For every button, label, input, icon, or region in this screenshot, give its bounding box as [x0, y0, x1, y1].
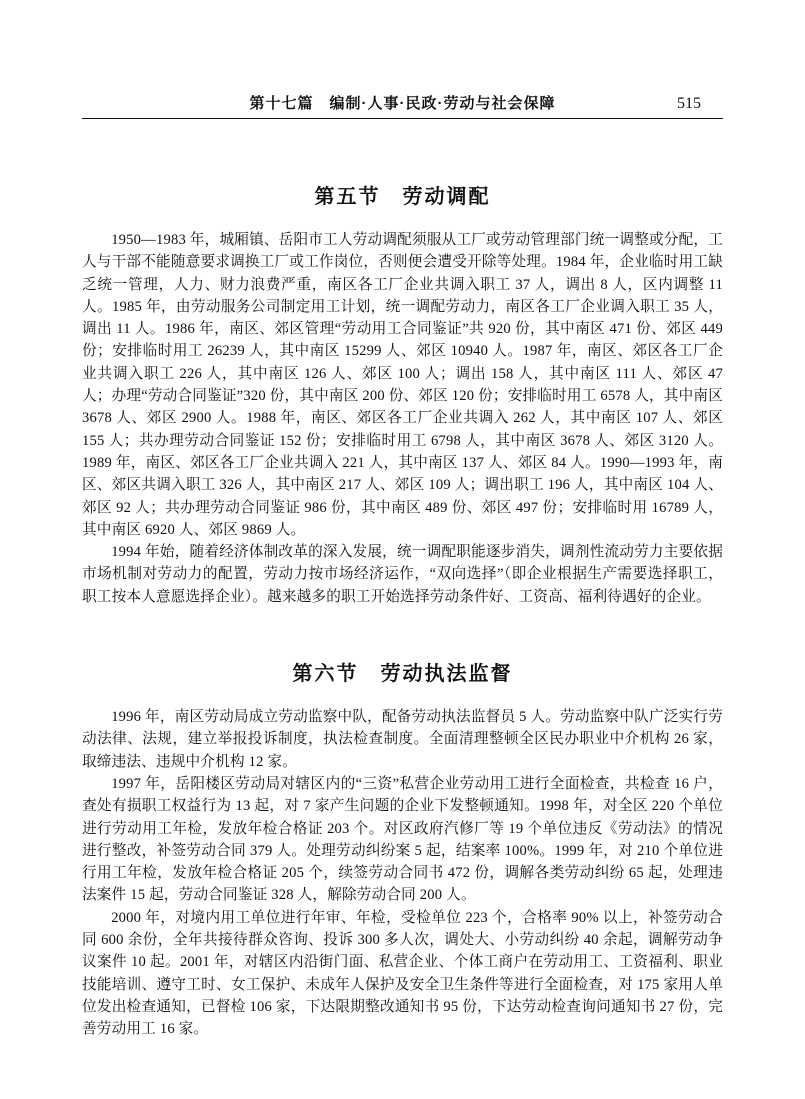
- paragraph-supervision-2000-2001: 2000 年，对境内用工单位进行年审、年检，受检单位 223 个，合格率 90% 以上，补签劳动合同 600 余份，全年共接待群众咨询、投诉 300 多人次，调处大、小劳动纠纷 40 余起，调解劳动争议案件 10 起。2001 年，对辖区内沿街门面、私营企业、个体工商户在劳动用工、工资福利、职业技能培训、遵守工时、女工保护、未成年人保护及安全卫生条件等进行全面检查，对 175 家用人单位发出检查通知，已督检 106 家，下达限期整改通知书 95 份，下达劳动检查询问通知书 27 份，完善劳动用工 16 家。: [82, 909, 723, 1038]
- chapter-title: 第十七篇 编制·人事·民政·劳动与社会保障: [249, 95, 556, 112]
- page-number: 515: [677, 95, 701, 112]
- paragraph-supervision-1997-1999: 1997 年，岳阳楼区劳动局对辖区内的“三资”私营企业劳动用工进行全面检查，共检查 16 户，查处有损职工权益行为 13 起，对 7 家产生问题的企业下发整顿通知。1998 年，对全区 220 个单位进行劳动用工年检，发放年检合格证 203 个。对区政府汽修厂等 19 个单位违反《劳动法》的情况进行整改，补签劳动合同 379 人。处理劳动纠纷案 5 起，结案率 100%。1999 年，对 210 个单位进行用工年检，发放年检合格证 205 个，续签劳动合同书 472 份，调解各类劳动纠纷 65 起，处理违法案件 15 起，劳动合同鉴证 328 人，解除劳动合同 200 人。: [82, 775, 723, 904]
- paragraph-supervision-1996: 1996 年，南区劳动局成立劳动监察中队，配备劳动执法监督员 5 人。劳动监察中队广泛实行劳动法律、法规，建立举报投诉制度，执法检查制度。全面清理整顿全区民办职业中介机构 26 家，取缔违法、违规中介机构 12 家。: [82, 709, 723, 770]
- paragraph-allocation-reform: 1994 年始，随着经济体制改革的深入发展，统一调配职能逐步消失，调剂性流动劳力主要依据市场机制对劳动力的配置，劳动力按市场经济运作，“双向选择”（即企业根据生产需要选择职工，职工按本人意愿选择企业）。越来越多的职工开始选择劳动条件好、工资高、福利待遇好的企业。: [82, 544, 723, 605]
- running-header: [82, 94, 723, 119]
- paragraph-allocation-history: 1950—1983 年，城厢镇、岳阳市工人劳动调配须服从工厂或劳动管理部门统一调整或分配，工人与干部不能随意要求调换工厂或工作岗位，否则便会遭受开除等处理。1984 年，企业临时用工缺乏统一管理，人力、财力浪费严重，南区各工厂企业共调入职工 37 人，调出 8 人，区内调整 11 人。1985 年，由劳动服务公司制定用工计划，统一调配劳动力，南区各工厂企业调入职工 35 人，调出 11 人。1986 年，南区、郊区管理“劳动用工合同鉴证”共 920 份，其中南区 471 份、郊区 449 份；安排临时用工 26239 人，其中南区 15299 人、郊区 10940 人。1987 年，南区、郊区各工厂企业共调入职工 226 人，其中南区 126 人、郊区 100 人；调出 158 人，其中南区 111 人、郊区 47 人；办理“劳动合同鉴证”320 份，其中南区 200 份、郊区 120 份；安排临时用工 6578 人，其中南区 3678 人、郊区 2900 人。1988 年，南区、郊区各工厂企业共调入 262 人，其中南区 107 人、郊区 155 人；共办理劳动合同鉴证 152 份；安排临时用工 6798 人，其中南区 3678 人、郊区 3120 人。1989 年，南区、郊区各工厂企业共调入 221 人，其中南区 137 人、郊区 84 人。1990—1993 年，南区、郊区共调入职工 326 人，其中南区 217 人、郊区 109 人；调出职工 196 人，其中南区 104 人、郊区 92 人；共办理劳动合同鉴证 986 份，其中南区 489 份、郊区 497 份；安排临时用 16789 人，其中南区 6920 人、郊区 9869 人。: [82, 232, 723, 538]
- section-title-labor-law-supervision: 第六节 劳动执法监督: [292, 663, 513, 686]
- section-title-labor-allocation: 第五节 劳动调配: [314, 186, 491, 208]
- page-content: [82, 0, 723, 1041]
